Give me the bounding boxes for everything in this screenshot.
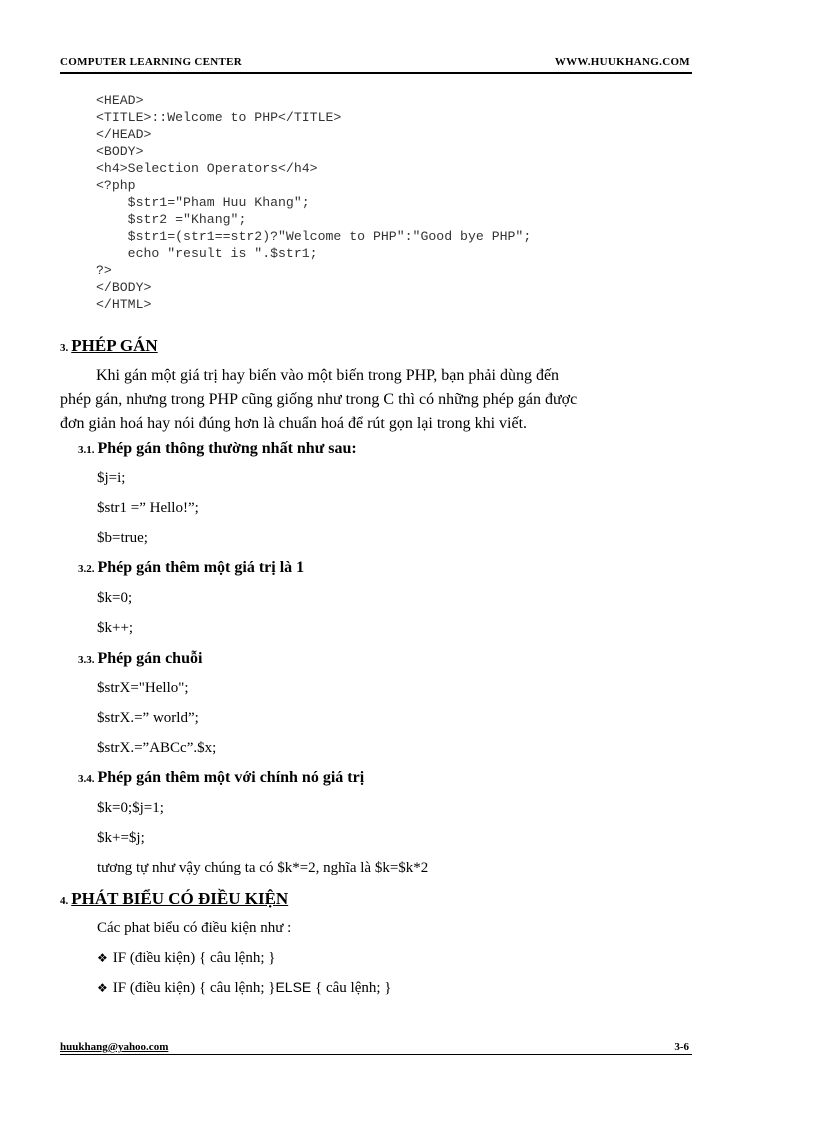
section-title: PHÉP GÁN <box>71 336 158 355</box>
subsection-number: 3.1. <box>78 444 95 456</box>
code-line: </HTML> <box>96 297 152 312</box>
code-text-line: $k=0;$j=1; <box>97 800 164 816</box>
code-text-line: $strX.=” world”; <box>97 710 199 726</box>
subsection-title: Phép gán chuỗi <box>97 650 203 667</box>
code-line: </HEAD> <box>96 127 152 142</box>
bullet-text: IF (điều kiện) { câu lệnh; } <box>112 980 276 996</box>
bullet-item <box>97 950 275 967</box>
subsection-number: 3.4. <box>78 773 95 785</box>
code-line: <BODY> <box>96 144 144 159</box>
bullet-item <box>97 979 391 997</box>
explanation-line: tương tự như vậy chúng ta có $k*=2, nghĩa là $k=$k*2 <box>97 860 429 876</box>
page-number: 3-6 <box>674 1041 689 1053</box>
code-line: $str1=(str1==str2)?"Welcome to PHP":"Good bye PHP"; <box>96 229 532 244</box>
code-line: <TITLE>::Welcome to PHP</TITLE> <box>96 110 342 125</box>
header-left: COMPUTER LEARNING CENTER <box>60 56 242 68</box>
subsection-3-1-heading <box>78 440 357 458</box>
paragraph-line: đơn giản hoá hay nói đúng hơn là chuẩn hoá để rút gọn lại trong khi viết. <box>60 415 528 432</box>
section-3-paragraph <box>60 364 700 436</box>
subsection-title: Phép gán thông thường nhất như sau: <box>97 440 357 457</box>
header-website: WWW.HUUKHANG.COM <box>554 56 690 68</box>
else-keyword: ELSE <box>275 979 312 995</box>
section-title: PHÁT BIỂU CÓ ĐIỀU KIỆN <box>71 889 289 908</box>
subsection-3-3-heading <box>78 650 202 668</box>
diamond-bullet-icon: ❖ <box>97 951 108 965</box>
code-text-line: $k++; <box>97 620 134 636</box>
code-text-line: $j=i; <box>97 470 126 486</box>
bullet-text: IF (điều kiện) { câu lệnh; } <box>112 950 276 966</box>
section-number: 4. <box>60 895 69 907</box>
subsection-3-2-heading <box>78 559 304 577</box>
page-header <box>60 56 692 74</box>
code-text-line: $b=true; <box>97 530 148 546</box>
code-text-line: $str1 =” Hello!”; <box>97 500 199 516</box>
code-line: $str2 ="Khang"; <box>96 212 247 227</box>
section-number: 3. <box>60 342 69 354</box>
code-line: ?> <box>96 263 112 278</box>
section-4-heading <box>60 889 288 909</box>
code-line: <HEAD> <box>96 93 144 108</box>
subsection-number: 3.3. <box>78 654 95 666</box>
subsection-3-4-heading <box>78 769 364 787</box>
code-line: $str1="Pham Huu Khang"; <box>96 195 310 210</box>
footer-email: huukhang@yahoo.com <box>60 1041 169 1053</box>
code-text-line: $k+=$j; <box>97 830 145 846</box>
code-text-line: $k=0; <box>97 590 133 606</box>
page-footer <box>60 1041 692 1055</box>
code-line: echo "result is ".$str1; <box>96 246 318 261</box>
subsection-title: Phép gán thêm một giá trị là 1 <box>97 559 305 576</box>
code-block <box>96 92 531 313</box>
code-text-line: $strX="Hello"; <box>97 680 189 696</box>
code-text-line: $strX.=”ABCc”.$x; <box>97 740 217 756</box>
paragraph-line: Khi gán một giá trị hay biến vào một biến trong PHP, bạn phải dùng đến <box>96 367 560 384</box>
paragraph-line: phép gán, nhưng trong PHP cũng giống như trong C thì có những phép gán được <box>60 391 578 408</box>
bullet-text: { câu lệnh; } <box>311 980 392 996</box>
subsection-title: Phép gán thêm một với chính nó giá trị <box>97 769 365 786</box>
subsection-number: 3.2. <box>78 563 95 575</box>
section-3-heading <box>60 336 158 356</box>
code-line: <?php <box>96 178 136 193</box>
diamond-bullet-icon: ❖ <box>97 981 108 995</box>
code-line: </BODY> <box>96 280 152 295</box>
code-line: <h4>Selection Operators</h4> <box>96 161 318 176</box>
section-4-intro: Các phat biểu có điều kiện như : <box>97 920 292 936</box>
